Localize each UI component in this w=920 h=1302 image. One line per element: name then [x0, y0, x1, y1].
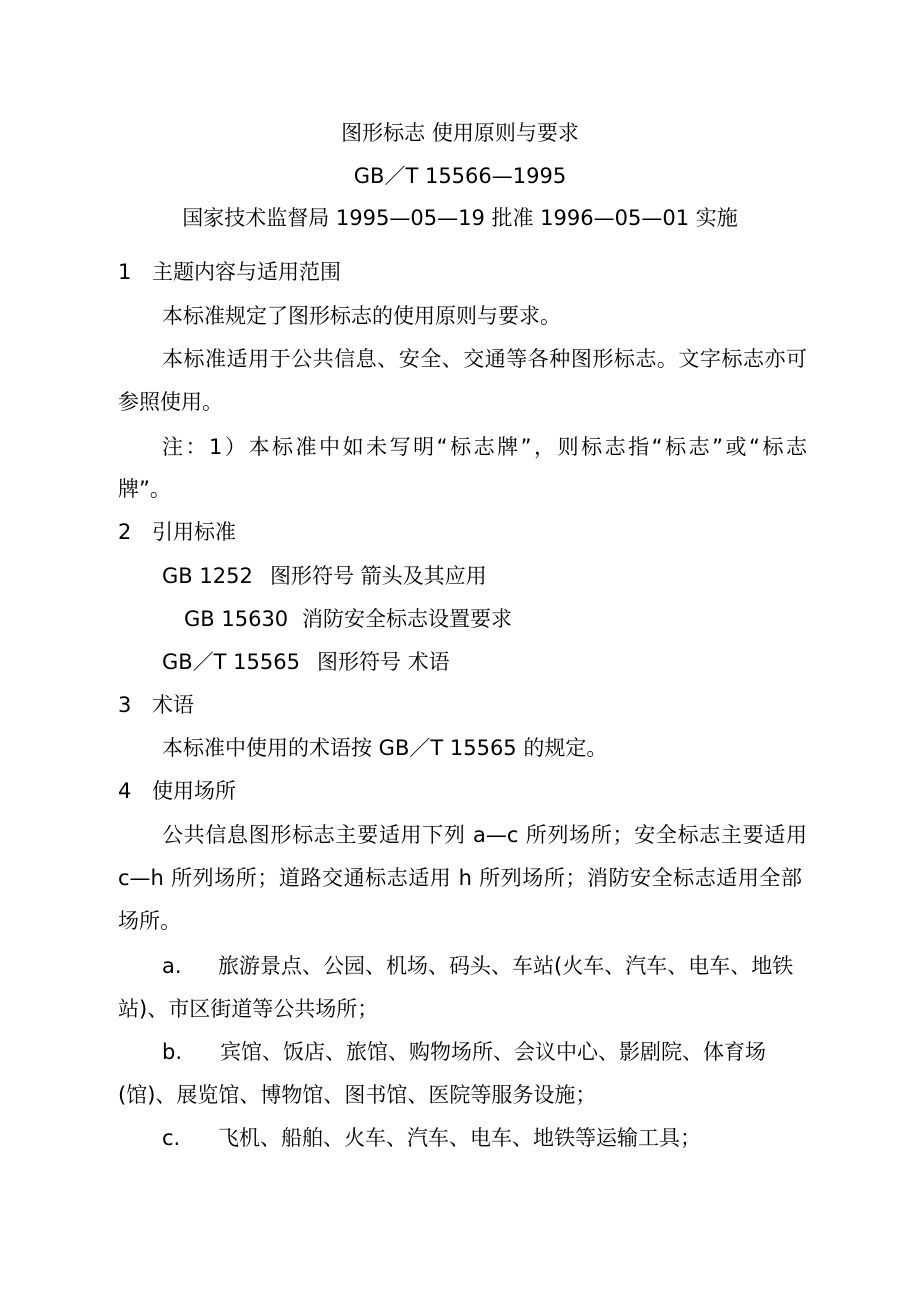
- list-item: [162, 951, 807, 981]
- section-1-heading: [118, 257, 341, 287]
- reference-code: GB 15630: [184, 607, 289, 631]
- reference-title: 图形符号 术语: [317, 650, 450, 674]
- paragraph: 本标准规定了图形标志的使用原则与要求。: [162, 304, 561, 328]
- list-text: 旅游景点、公园、机场、码头、车站(火车、汽车、电车、地铁: [218, 954, 794, 978]
- section-3-heading: [118, 690, 194, 720]
- reference-code: GB／T 15565: [162, 650, 300, 674]
- document-title: 图形标志 使用原则与要求: [341, 121, 579, 145]
- section-number: 1: [118, 260, 132, 284]
- list-text: 飞机、船舶、火车、汽车、电车、地铁等运输工具；: [218, 1126, 701, 1150]
- paragraph-line: 本标准适用于公共信息、安全、交通等各种图形标志。文字标志亦可: [162, 347, 807, 371]
- list-label: c.: [162, 1126, 181, 1150]
- section-number: 4: [118, 779, 132, 803]
- list-text: 宾馆、饭店、旅馆、购物场所、会议中心、影剧院、体育场: [220, 1040, 766, 1064]
- section-number: 3: [118, 693, 132, 717]
- reference-code: GB 1252: [162, 564, 253, 588]
- paragraph-line: 公共信息图形标志主要适用下列 a—c 所列场所；安全标志主要适用: [162, 823, 807, 847]
- list-label: b.: [162, 1040, 183, 1064]
- reference-item: [162, 561, 487, 591]
- reference-title: 消防安全标志设置要求: [302, 607, 512, 631]
- issue-info: 国家技术监督局 1995—05—19 批准 1996—05—01 实施: [182, 206, 738, 230]
- note-line: 注：1）本标准中如未写明“标志牌”，则标志指“标志”或“标志: [162, 435, 807, 459]
- list-item: [162, 1037, 807, 1067]
- section-title: 引用标准: [152, 520, 236, 544]
- list-item: [162, 1123, 701, 1153]
- section-4-heading: [118, 776, 236, 806]
- list-item-continuation: 站)、市区街道等公共场所；: [118, 997, 379, 1021]
- paragraph-line: 场所。: [118, 909, 181, 933]
- reference-item: [162, 647, 450, 677]
- list-item-continuation: (馆)、展览馆、博物馆、图书馆、医院等服务设施；: [118, 1083, 597, 1107]
- section-title: 术语: [152, 693, 194, 717]
- note-line: 牌”。: [118, 477, 171, 501]
- section-title: 使用场所: [152, 779, 236, 803]
- reference-item: [184, 604, 512, 634]
- reference-title: 图形符号 箭头及其应用: [270, 564, 487, 588]
- paragraph-line: 参照使用。: [118, 390, 223, 414]
- standard-code: GB／T 15566—1995: [353, 164, 567, 188]
- section-2-heading: [118, 517, 236, 547]
- paragraph-line: c—h 所列场所；道路交通标志适用 h 所列场所；消防安全标志适用全部: [118, 866, 802, 890]
- paragraph: 本标准中使用的术语按 GB／T 15565 的规定。: [162, 736, 608, 760]
- list-label: a.: [162, 954, 182, 978]
- section-title: 主题内容与适用范围: [152, 260, 341, 284]
- section-number: 2: [118, 520, 132, 544]
